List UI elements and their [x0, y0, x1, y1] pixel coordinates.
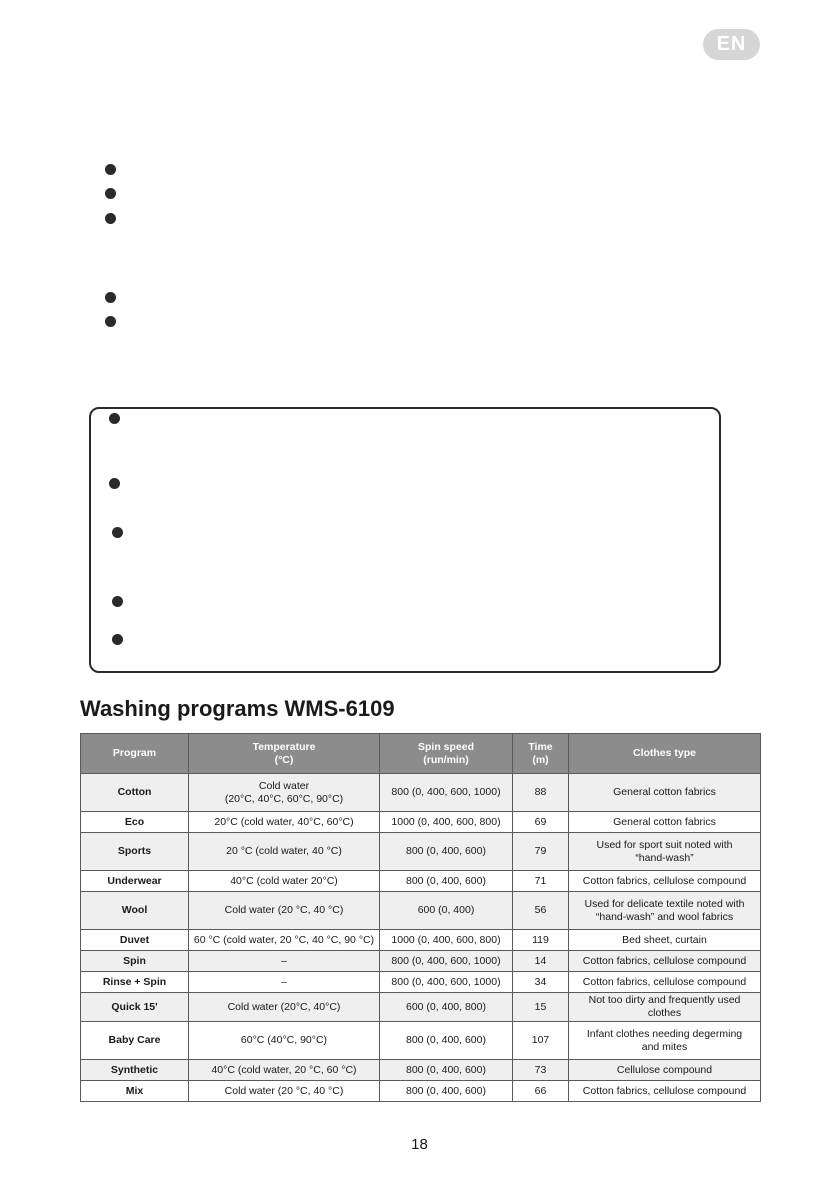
temperature-cell: 60°C (40°C, 90°C): [189, 1022, 380, 1060]
table-row: [81, 871, 761, 892]
program-cell: Quick 15': [81, 993, 189, 1022]
program-cell: Mix: [81, 1081, 189, 1102]
bullet-marker: [105, 213, 116, 224]
spin-speed-cell: 800 (0, 400, 600): [380, 1081, 513, 1102]
clothes-type-cell: Cotton fabrics, cellulose compound: [569, 871, 761, 892]
clothes-type-cell: Cellulose compound: [569, 1060, 761, 1081]
bullet-marker: [112, 634, 123, 645]
time-cell: 69: [513, 812, 569, 833]
temperature-cell: 40°C (cold water, 20 °C, 60 °C): [189, 1060, 380, 1081]
time-cell: 73: [513, 1060, 569, 1081]
program-cell: Synthetic: [81, 1060, 189, 1081]
column-header-program: Program: [81, 734, 189, 774]
clothes-type-cell: Used for sport suit noted with “hand-wash”: [569, 833, 761, 871]
temperature-cell: 60 °C (cold water, 20 °C, 40 °C, 90 °C): [189, 930, 380, 951]
notice-box: [89, 407, 721, 673]
spin-speed-cell: 800 (0, 400, 600): [380, 1022, 513, 1060]
bullet-marker: [105, 316, 116, 327]
spin-speed-cell: 800 (0, 400, 600): [380, 833, 513, 871]
spin-speed-cell: 800 (0, 400, 600, 1000): [380, 972, 513, 993]
temperature-cell: 20°C (cold water, 40°C, 60°C): [189, 812, 380, 833]
bullet-marker: [112, 596, 123, 607]
programs-table: [80, 733, 761, 1102]
table-header-row: [81, 734, 761, 774]
clothes-type-cell: General cotton fabrics: [569, 812, 761, 833]
table-row: [81, 892, 761, 930]
spin-speed-cell: 800 (0, 400, 600): [380, 1060, 513, 1081]
program-cell: Underwear: [81, 871, 189, 892]
spin-speed-cell: 800 (0, 400, 600, 1000): [380, 951, 513, 972]
table-row: [81, 993, 761, 1022]
table-row: [81, 930, 761, 951]
temperature-cell: Cold water (20 °C, 40 °C): [189, 892, 380, 930]
program-cell: Rinse + Spin: [81, 972, 189, 993]
temperature-cell: –: [189, 972, 380, 993]
clothes-type-cell: Used for delicate textile noted with “hand-wash” and wool fabrics: [569, 892, 761, 930]
time-cell: 107: [513, 1022, 569, 1060]
section-title: Washing programs WMS-6109: [80, 696, 395, 721]
temperature-cell: 20 °C (cold water, 40 °C): [189, 833, 380, 871]
temperature-cell: Cold water (20°C, 40°C): [189, 993, 380, 1022]
bullet-marker: [105, 164, 116, 175]
spin-speed-cell: 600 (0, 400): [380, 892, 513, 930]
column-header-time: Time (m): [513, 734, 569, 774]
time-cell: 119: [513, 930, 569, 951]
time-cell: 15: [513, 993, 569, 1022]
bullet-marker: [112, 527, 123, 538]
clothes-type-cell: Cotton fabrics, cellulose compound: [569, 972, 761, 993]
program-cell: Sports: [81, 833, 189, 871]
program-cell: Duvet: [81, 930, 189, 951]
temperature-cell: Cold water (20 °C, 40 °C): [189, 1081, 380, 1102]
spin-speed-cell: 1000 (0, 400, 600, 800): [380, 930, 513, 951]
bullet-marker: [109, 413, 120, 424]
spin-speed-cell: 600 (0, 400, 800): [380, 993, 513, 1022]
program-cell: Wool: [81, 892, 189, 930]
table-row: [81, 1022, 761, 1060]
table-row: [81, 812, 761, 833]
clothes-type-cell: Cotton fabrics, cellulose compound: [569, 951, 761, 972]
temperature-cell: 40°C (cold water 20°C): [189, 871, 380, 892]
clothes-type-cell: Bed sheet, curtain: [569, 930, 761, 951]
column-header-temperature: Temperature (°C): [189, 734, 380, 774]
temperature-cell: Cold water (20°C, 40°C, 60°C, 90°C): [189, 774, 380, 812]
table-row: [81, 972, 761, 993]
spin-speed-cell: 800 (0, 400, 600, 1000): [380, 774, 513, 812]
bullet-marker: [105, 292, 116, 303]
time-cell: 14: [513, 951, 569, 972]
page-number: 18: [411, 1136, 428, 1153]
time-cell: 71: [513, 871, 569, 892]
clothes-type-cell: Not too dirty and frequently used clothes: [569, 993, 761, 1022]
table-row: [81, 951, 761, 972]
table-row: [81, 1060, 761, 1081]
column-header-spin-speed: Spin speed (run/min): [380, 734, 513, 774]
program-cell: Cotton: [81, 774, 189, 812]
column-header-clothes-type: Clothes type: [569, 734, 761, 774]
time-cell: 34: [513, 972, 569, 993]
time-cell: 66: [513, 1081, 569, 1102]
spin-speed-cell: 800 (0, 400, 600): [380, 871, 513, 892]
table-row: [81, 1081, 761, 1102]
program-cell: Eco: [81, 812, 189, 833]
program-cell: Spin: [81, 951, 189, 972]
time-cell: 56: [513, 892, 569, 930]
language-badge: EN: [703, 29, 760, 60]
time-cell: 88: [513, 774, 569, 812]
bullet-marker: [105, 188, 116, 199]
spin-speed-cell: 1000 (0, 400, 600, 800): [380, 812, 513, 833]
temperature-cell: –: [189, 951, 380, 972]
clothes-type-cell: Cotton fabrics, cellulose compound: [569, 1081, 761, 1102]
program-cell: Baby Care: [81, 1022, 189, 1060]
time-cell: 79: [513, 833, 569, 871]
clothes-type-cell: Infant clothes needing degerming and mites: [569, 1022, 761, 1060]
bullet-marker: [109, 478, 120, 489]
clothes-type-cell: General cotton fabrics: [569, 774, 761, 812]
table-row: [81, 833, 761, 871]
table-row: [81, 774, 761, 812]
